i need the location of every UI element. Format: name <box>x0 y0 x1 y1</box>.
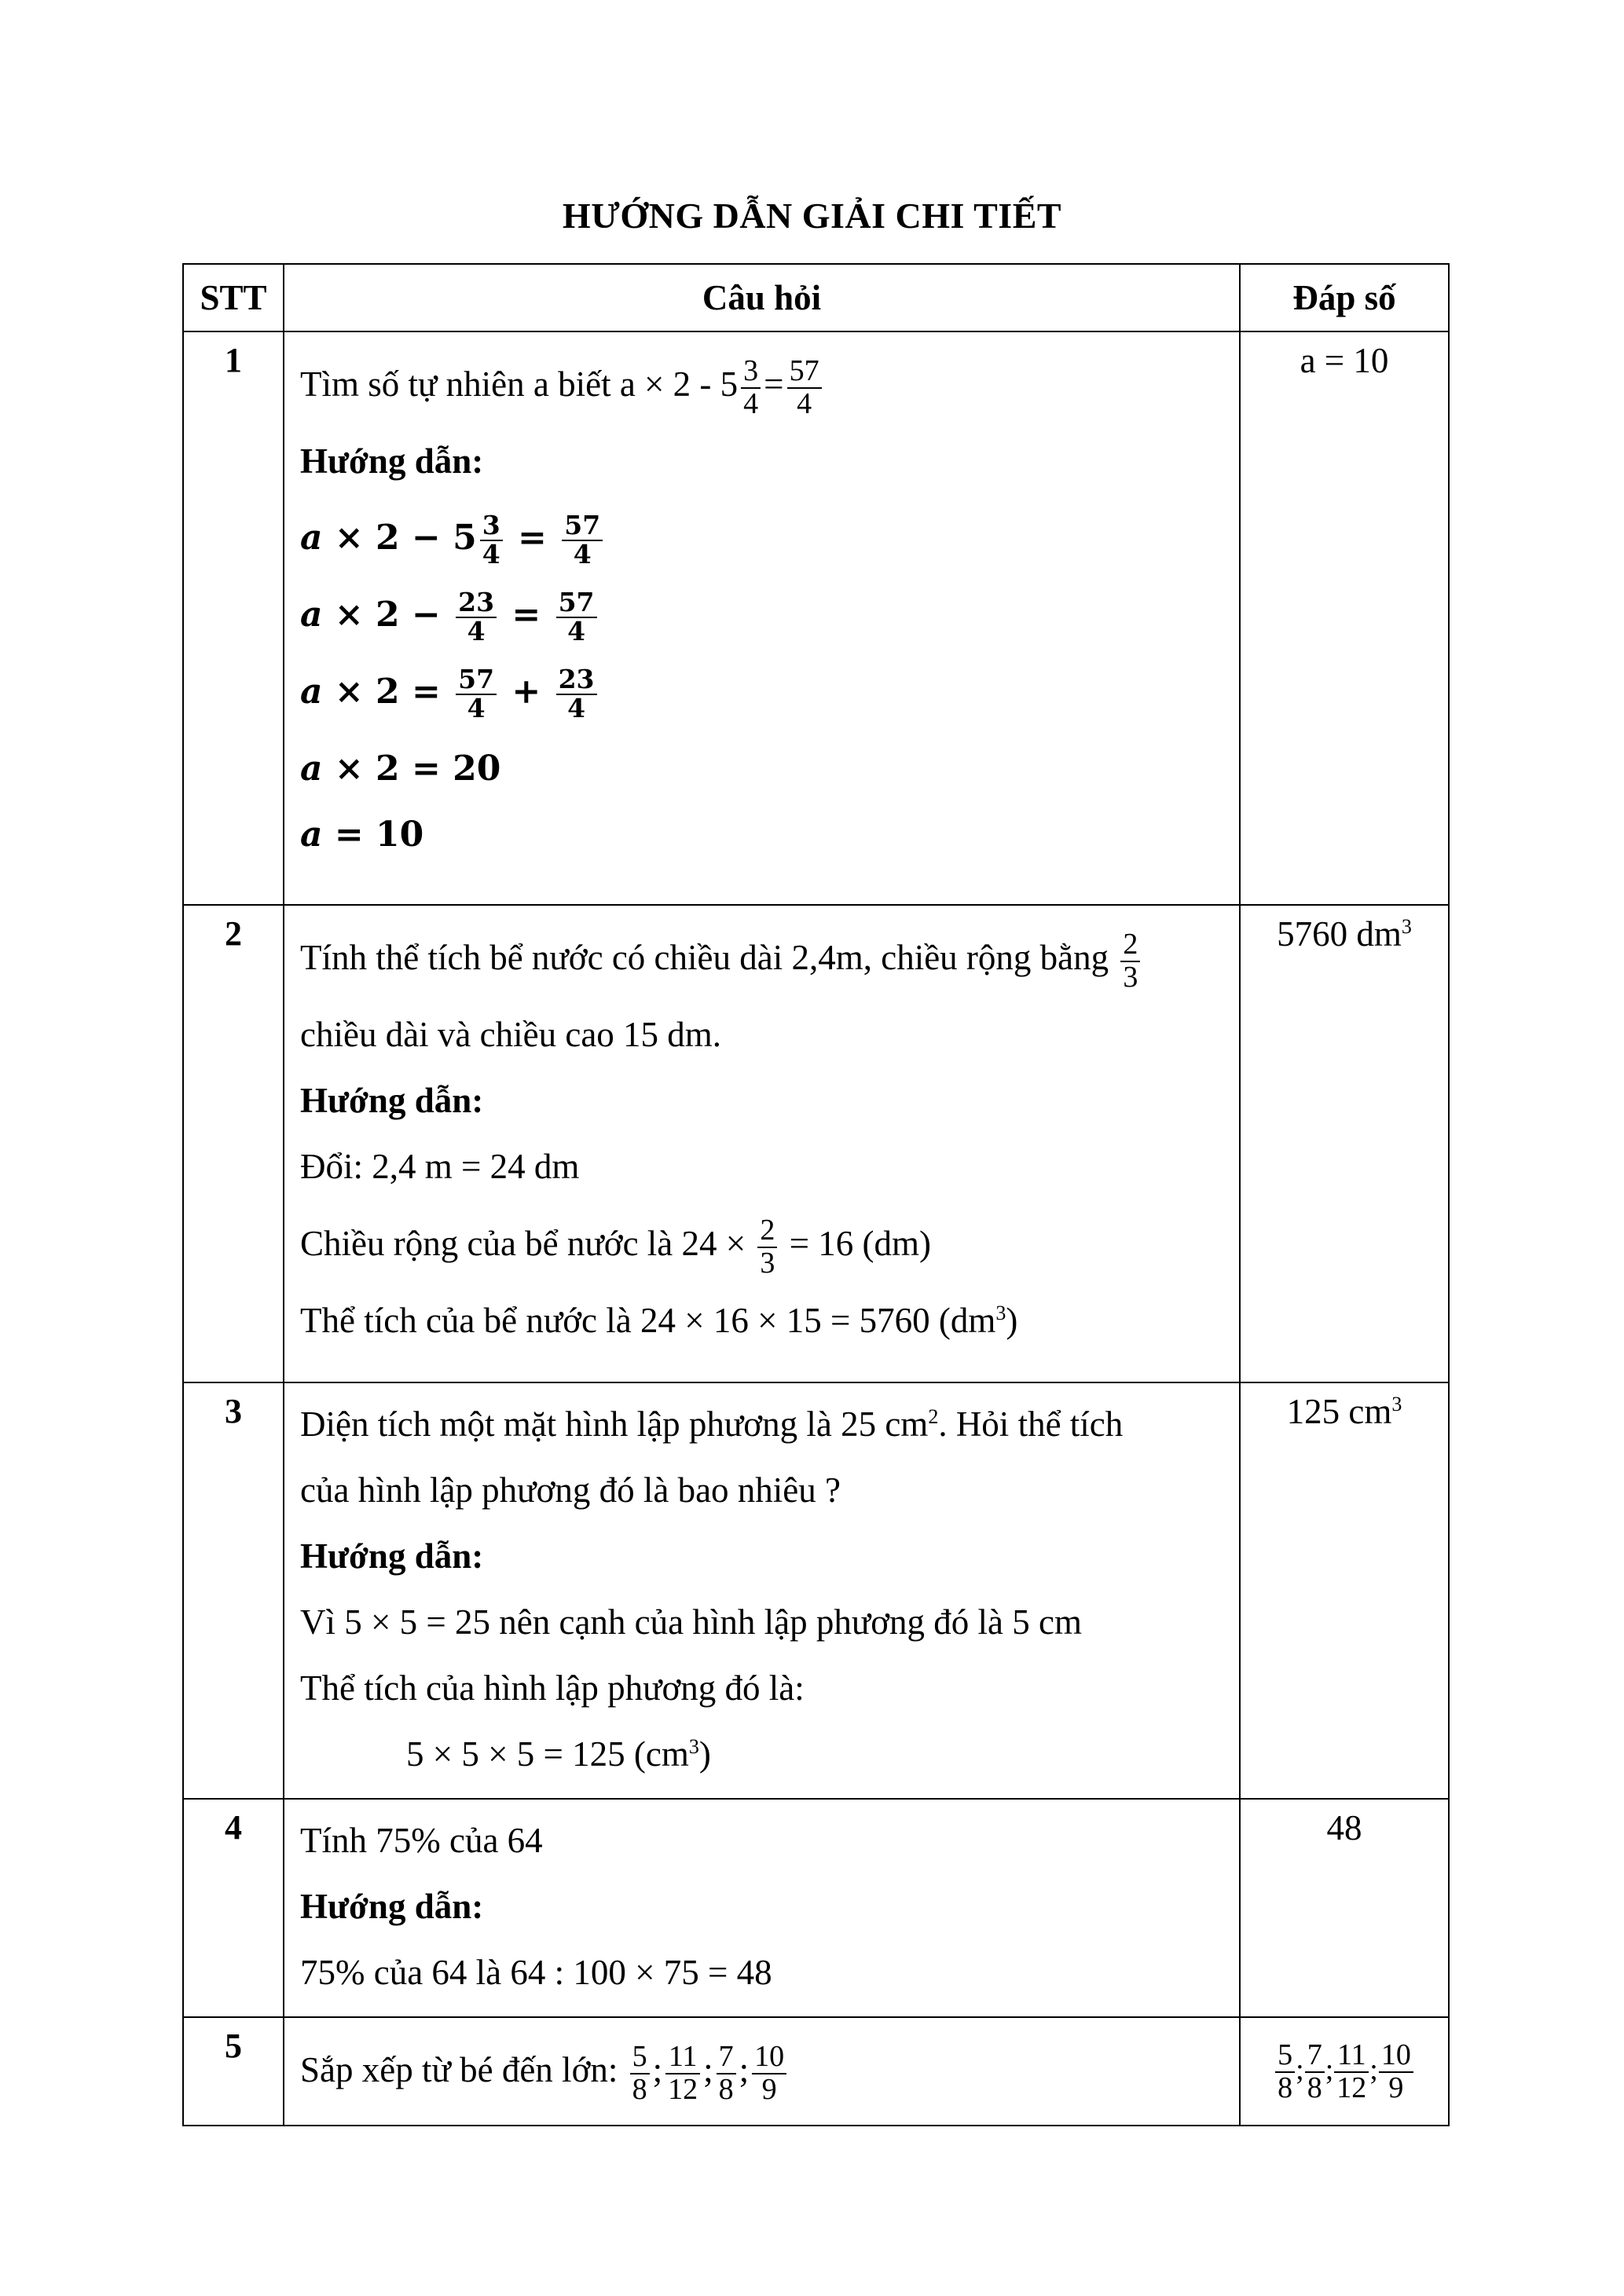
step-3: a × 2 = $\frac{57}{4}$ + $\frac{23}{4}$ <box>300 648 1225 736</box>
guide-line: Vì 5 × 5 = 25 nên cạnh của hình lập phương đó là 5 cm <box>300 1602 1082 1642</box>
fraction: $\frac{3}{4}$ <box>741 356 761 420</box>
header-answer: Đáp số <box>1240 264 1449 331</box>
fraction: $\frac{5}{8}$ <box>1275 2040 1295 2104</box>
row-number: 5 <box>183 2017 284 2126</box>
header-stt: STT <box>183 264 284 331</box>
question-text-cont: chiều dài và chiều cao 15 dm. <box>300 1015 722 1054</box>
answer-cell: 5760 $dm^3$ <box>1240 905 1449 1382</box>
fraction: $\frac{10}{9}$ <box>752 2041 786 2106</box>
guide-heading: Hướng dẫn: <box>300 1536 484 1576</box>
page-title: HƯỚNG DẪN GIẢI CHI TIẾT <box>562 196 1062 236</box>
fraction: $\frac{11}{12}$ <box>1334 2040 1369 2104</box>
fraction: $\frac{5}{8}$ <box>630 2041 650 2106</box>
step-2: a × 2 − $\frac{23}{4}$ = $\frac{57}{4}$ <box>300 582 1225 648</box>
row-number: 1 <box>183 331 284 905</box>
question-text: Tính 75% của 64 <box>300 1821 543 1860</box>
table-row <box>183 1382 1449 1799</box>
question-text: Tính thể tích bể nước có chiều dài 2,4m, chiều rộng bằng $\frac{2}{3}$ <box>300 914 1225 1002</box>
table-row <box>183 1799 1449 2017</box>
row-number: 3 <box>183 1382 284 1799</box>
table-row <box>183 331 1449 905</box>
fraction: $\frac{2}{3}$ <box>757 1215 777 1280</box>
question-cell <box>284 1382 1240 1799</box>
question-text: Diện tích một mặt hình lập phương là 25 $cm^2$. Hỏi thể tích <box>300 1404 1124 1444</box>
guide-heading: Hướng dẫn: <box>300 1081 484 1120</box>
fraction: $\frac{7}{8}$ <box>1305 2040 1325 2104</box>
row-number: 2 <box>183 905 284 1382</box>
question-text: Sắp xếp từ bé đến lớn: $\frac{5}{8}$ ; $\frac{11}{12}$ ; $\frac{7}{8}$ ; $\frac{10}{9}$ <box>300 2026 1225 2114</box>
table-row <box>183 905 1449 1382</box>
fraction: $\frac{11}{12}$ <box>665 2041 700 2106</box>
answer-cell: a = 10 <box>1240 331 1449 905</box>
guide-line: Thể tích của hình lập phương đó là: <box>300 1668 805 1708</box>
table-row <box>183 2017 1449 2126</box>
guide-heading: Hướng dẫn: <box>300 441 484 481</box>
step-4: a × 2 = 20 <box>300 749 501 789</box>
fraction: $\frac{2}{3}$ <box>1120 929 1140 994</box>
table-header-row <box>183 264 1449 331</box>
question-cell <box>284 331 1240 905</box>
fraction: $\frac{57}{4}$ <box>456 666 497 722</box>
header-question: Câu hỏi <box>284 264 1240 331</box>
solution-table <box>182 263 1450 2126</box>
guide-line: 75% của 64 là 64 : 100 × 75 = 48 <box>300 1953 772 1992</box>
question-cell <box>284 1799 1240 2017</box>
guide-heading: Hướng dẫn: <box>300 1887 484 1926</box>
answer-cell: 48 <box>1240 1799 1449 2017</box>
fraction: $\frac{3}{4}$ <box>480 512 503 568</box>
fraction: $\frac{23}{4}$ <box>456 589 497 645</box>
question-text-cont: của hình lập phương đó là bao nhiêu ? <box>300 1470 841 1510</box>
question-text: Tìm số tự nhiên a biết a × 2 - 5 $\frac{3}{4}$ = $\frac{57}{4}$ <box>300 340 1225 428</box>
fraction: $\frac{57}{4}$ <box>787 356 822 420</box>
answer-cell: $\frac{5}{8}$ ; $\frac{7}{8}$ ; $\frac{11}{12}$ ; $\frac{10}{9}$ <box>1240 2017 1449 2126</box>
step-1: a × 2 − 5 $\frac{3}{4}$ = $\frac{57}{4}$ <box>300 494 1225 582</box>
question-cell <box>284 2017 1240 2126</box>
step-5: a = 10 <box>300 815 424 855</box>
guide-line: Đổi: 2,4 m = 24 dm <box>300 1147 580 1186</box>
question-cell <box>284 905 1240 1382</box>
fraction: $\frac{7}{8}$ <box>717 2041 736 2106</box>
row-number: 4 <box>183 1799 284 2017</box>
fraction: $\frac{10}{9}$ <box>1379 2040 1413 2104</box>
answer-cell: 125 $cm^3$ <box>1240 1382 1449 1799</box>
guide-line: 5 × 5 × 5 = 125 $(cm^3)$ <box>406 1734 711 1774</box>
fraction: $\frac{23}{4}$ <box>556 666 597 722</box>
guide-line: Thể tích của bể nước là 24 × 16 × 15 = 5760 $(dm^3)$ <box>300 1301 1018 1340</box>
fraction: $\frac{57}{4}$ <box>562 512 603 568</box>
fraction: $\frac{57}{4}$ <box>556 589 597 645</box>
guide-line: Chiều rộng của bể nước là 24 × $\frac{2}{3}$ = 16 (dm) <box>300 1213 932 1280</box>
